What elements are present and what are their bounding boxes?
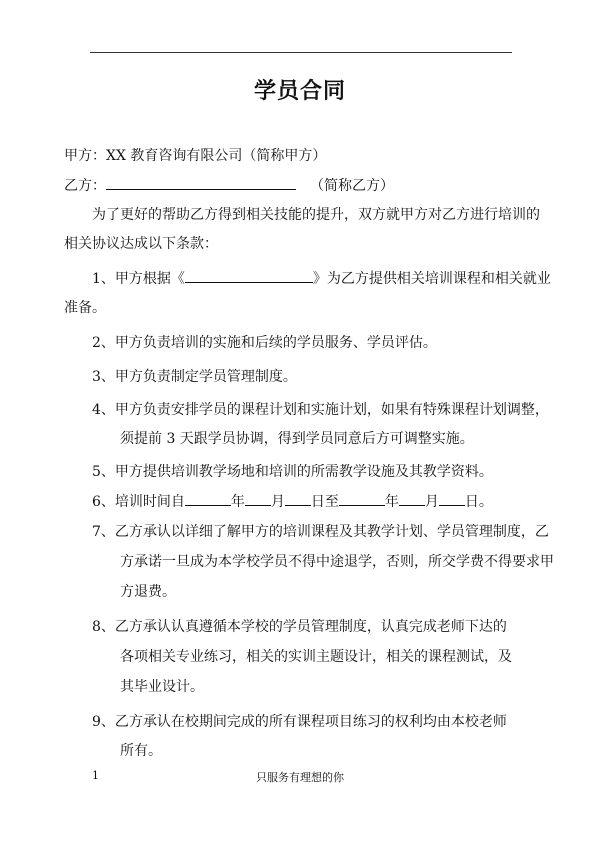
end-month-label: 月	[424, 494, 439, 510]
clause-1-line-1	[92, 268, 551, 289]
end-year-label: 年	[384, 494, 399, 510]
party-a-label: 甲方：	[64, 148, 106, 164]
party-b-name-blank[interactable]	[106, 175, 296, 190]
party-a-alias: （简称甲方）	[242, 148, 327, 164]
clause-8-line-3: 其毕业设计。	[120, 679, 204, 695]
end-day-blank[interactable]	[439, 491, 465, 506]
party-b-label: 乙方：	[64, 178, 106, 194]
start-month-blank[interactable]	[245, 491, 271, 506]
clause-6-prefix: 6、培训时间自	[92, 494, 185, 510]
start-day-blank[interactable]	[285, 491, 311, 506]
clause-3: 3、甲方负责制定学员管理制度。	[92, 369, 297, 385]
clause-8-line-1: 8、乙方承认认真遵循本学校的学员管理制度，认真完成老师下达的	[92, 619, 507, 635]
footer-slogan: 只服务有理想的你	[256, 771, 344, 784]
header-rule	[90, 52, 512, 53]
intro-line-2: 相关协议达成以下条款：	[64, 236, 218, 252]
document-title: 学员合同	[253, 78, 346, 104]
intro-line-1: 为了更好的帮助乙方得到相关技能的提升，双方就甲方对乙方进行培训的	[92, 207, 540, 223]
clause-1-line-2: 准备。	[64, 300, 106, 316]
clause-7-line-1: 7、乙方承认以详细了解甲方的培训课程及其教学计划、学员管理制度，乙	[92, 524, 549, 540]
clause-6	[92, 491, 493, 512]
page-number: 1	[92, 769, 99, 782]
clause-7-line-2: 方承诺一旦成为本学校学员不得中途退学，否则，所交学费不得要求甲	[120, 554, 554, 570]
party-b-line	[64, 175, 394, 196]
clause-1-course-blank[interactable]	[185, 268, 313, 283]
party-b-alias: （简称乙方）	[310, 178, 394, 194]
end-day-label: 日。	[464, 494, 493, 510]
clause-4-line-2: 须提前 3 天跟学员协调，得到学员同意后方可调整实施。	[120, 431, 474, 447]
clause-7-line-3: 方退费。	[120, 584, 176, 600]
clause-4-line-1: 4、甲方负责安排学员的课程计划和实施计划，如果有特殊课程计划调整，	[92, 402, 549, 418]
start-year-blank[interactable]	[185, 491, 231, 506]
clause-5: 5、甲方提供培训教学场地和培训的所需教学设施及其教学资料。	[92, 464, 493, 480]
end-year-blank[interactable]	[339, 491, 385, 506]
start-day-label: 日至	[310, 494, 339, 510]
clause-9-line-1: 9、乙方承认在校期间完成的所有课程项目练习的权利均由本校老师	[92, 714, 507, 730]
clause-9-line-2: 所有。	[120, 743, 162, 759]
clause-2: 2、甲方负责培训的实施和后续的学员服务、学员评估。	[92, 335, 437, 351]
clause-8-line-2: 各项相关专业练习，相关的实训主题设计，相关的课程测试，及	[120, 649, 512, 665]
clause-1-suffix: 》为乙方提供相关培训课程和相关就业	[312, 271, 551, 287]
end-month-blank[interactable]	[399, 491, 425, 506]
start-month-label: 月	[270, 494, 285, 510]
start-year-label: 年	[230, 494, 245, 510]
party-a-name: XX 教育咨询有限公司	[106, 148, 243, 164]
party-a-line	[64, 146, 326, 166]
clause-1-prefix: 1、甲方根据《	[92, 271, 185, 287]
